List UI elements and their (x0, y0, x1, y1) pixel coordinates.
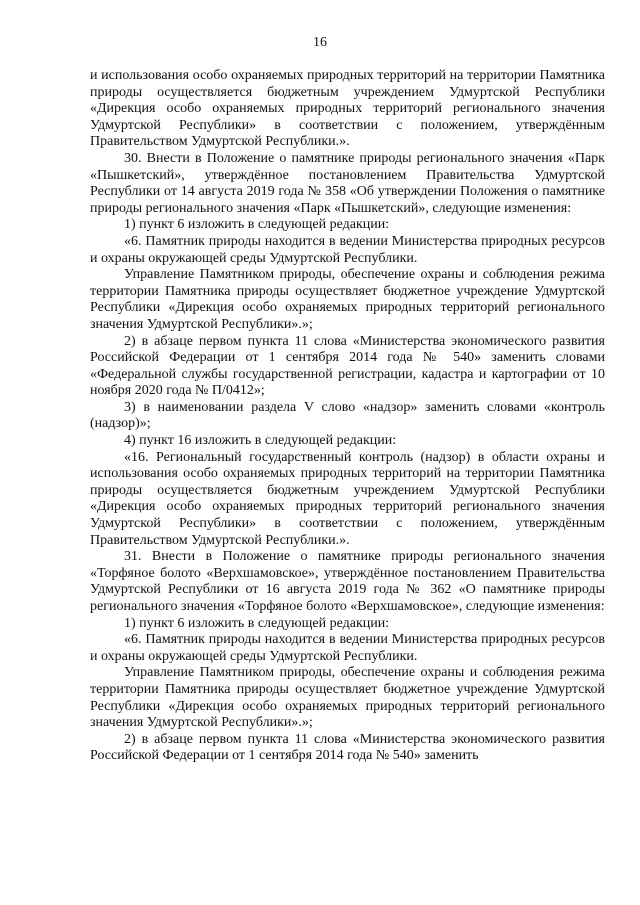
paragraph-subitem: 4) пункт 16 изложить в следующей редакции: (124, 433, 397, 449)
paragraph-subitem: 2) в абзаце первом пункта 11 слова «Министерства экономического развития Российской Федерации от 1 сентября 2014 года № 540» заменить (90, 731, 605, 764)
paragraph-subitem: 1) пункт 6 изложить в следующей редакции: (124, 217, 390, 233)
paragraph-item-31: 31. Внести в Положение о памятнике природы регионального значения «Торфяное болото «Верхшамовское», утверждённое постановлением Правительства Удмуртской Республики от 16 августа 2019 года № 362 «О памятнике природы регионального значения «Торфяное болото «Верхшамовское», следующие изменения: (90, 549, 605, 614)
paragraph-continuation: и использования особо охраняемых природных территорий на территории Памятника природы осуществляется бюджетным учреждением Удмуртской Республики «Дирекция особо охраняемых природных территорий регионального значения Удмуртской Республики» в соответствии с положением, утверждённым Правительством Удмуртской Республики.». (90, 68, 605, 150)
paragraph-item-30: 30. Внести в Положение о памятнике природы регионального значения «Парк «Пышкетский», утверждённое постановлением Правительства Удмуртской Республики от 14 августа 2019 года № 358 «Об утверждении Положения о памятнике природы регионального значения «Парк «Пышкетский», следующие изменения: (90, 150, 605, 216)
paragraph-quoted-text: Управление Памятником природы, обеспечение охраны и соблюдения режима территории Памятника природы осуществляет бюджетное учреждение Удмуртской Республики «Дирекция особо охраняемых природных территорий регионального значения Удмуртской Республики».»; (90, 267, 605, 332)
paragraph-quoted-text: «16. Региональный государственный контроль (надзор) в области охраны и использования особо охраняемых природных территорий на территории Памятника природы осуществляется бюджетным учреждением Удмуртской Республики «Дирекция особо охраняемых природных территорий регионального значения Удмуртской Республики» в соответствии с положением, утверждённым Правительством Удмуртской Республики.». (90, 449, 605, 548)
paragraph-quoted-text: «6. Памятник природы находится в ведении Министерства природных ресурсов и охраны окружающей среды Удмуртской Республики. (90, 632, 605, 664)
paragraph-quoted-text: «6. Памятник природы находится в ведении Министерства природных ресурсов и охраны окружающей среды Удмуртской Республики. (90, 233, 605, 266)
page-number: 16 (313, 35, 327, 50)
paragraph-subitem: 2) в абзаце первом пункта 11 слова «Министерства экономического развития Российской Федерации от 1 сентября 2014 года № 540» заменить словами «Федеральной службы государственной регистрации, кадастра и картографии от 10 ноября 2020 года № П/0412»; (90, 333, 605, 399)
paragraph-subitem: 3) в наименовании раздела V слово «надзор» заменить словами «контроль (надзор)»; (90, 399, 605, 432)
paragraph-quoted-text: Управление Памятником природы, обеспечение охраны и соблюдения режима территории Памятника природы осуществляет бюджетное учреждение Удмуртской Республики «Дирекция особо охраняемых природных территорий регионального значения Удмуртской Республики».»; (90, 665, 605, 731)
paragraph-subitem: 1) пункт 6 изложить в следующей редакции: (124, 615, 390, 631)
document-body (90, 68, 605, 765)
